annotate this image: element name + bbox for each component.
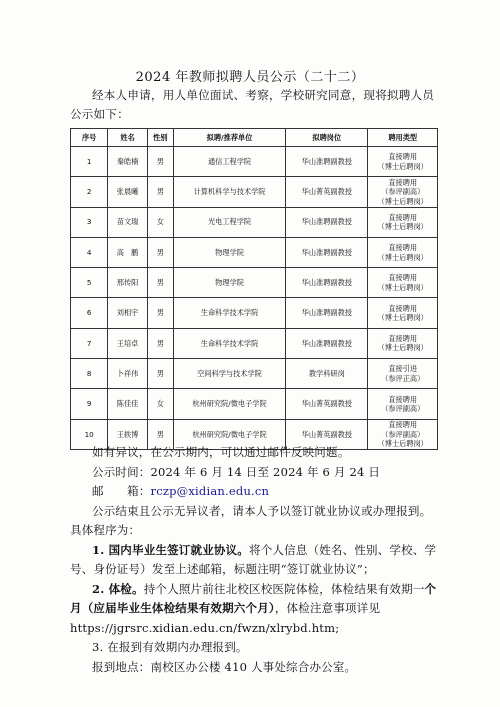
cell-type bbox=[368, 237, 438, 267]
type-line: （参评副高） bbox=[381, 404, 425, 414]
objection-text: 如有异议，在公示期内，可以通过邮件反映问题。 bbox=[92, 445, 350, 459]
cell-name: 刘相宇 bbox=[108, 298, 148, 328]
cell-no: 5 bbox=[71, 268, 108, 298]
table-row bbox=[71, 207, 438, 237]
step1 bbox=[70, 541, 440, 580]
cell-post: 华山菁英副教授 bbox=[286, 389, 368, 419]
table-row bbox=[71, 389, 438, 419]
step2-text: 持个人照片前往北校区校医院体检，体检结果有效期一 bbox=[143, 581, 425, 596]
type-line: 直接聘用 bbox=[388, 152, 418, 162]
cell-unit: 空间科学与技术学院 bbox=[173, 359, 285, 389]
location-text: 报到地点：南校区办公楼 410 人事处综合办公室。 bbox=[92, 659, 357, 674]
period-line bbox=[70, 463, 440, 483]
header-unit: 拟聘/推荐单位 bbox=[173, 129, 285, 147]
cell-name: 苗文瑞 bbox=[108, 207, 148, 237]
cell-post: 华山准聘副教授 bbox=[286, 328, 368, 358]
header-name: 姓名 bbox=[108, 129, 148, 147]
table-row bbox=[71, 237, 438, 267]
cell-sex: 男 bbox=[147, 237, 173, 267]
type-line: （参评正高） bbox=[381, 373, 425, 383]
table-row bbox=[71, 177, 438, 207]
mail-line bbox=[70, 482, 440, 502]
table-row bbox=[71, 298, 438, 328]
cell-unit: 生命科学技术学院 bbox=[173, 328, 285, 358]
cell-post: 华山菁英副教授 bbox=[286, 419, 368, 449]
cell-unit: 物理学院 bbox=[173, 237, 285, 267]
type-line: （参评副高） bbox=[381, 429, 425, 439]
after-text: 公示结束且公示无异议者，请本人予以签订就业协议或办理报到。具体程序为： bbox=[70, 503, 432, 537]
header-sex: 性别 bbox=[147, 129, 173, 147]
cell-type bbox=[368, 207, 438, 237]
cell-sex: 男 bbox=[147, 268, 173, 298]
cell-no: 7 bbox=[71, 328, 108, 358]
step2-title: 2. 体检。 bbox=[92, 581, 144, 596]
cell-post: 华山准聘副教授 bbox=[286, 298, 368, 328]
cell-unit: 光电工程学院 bbox=[173, 207, 285, 237]
cell-name: 高 鹏 bbox=[108, 237, 148, 267]
candidates-table bbox=[70, 128, 438, 450]
cell-unit: 杭州研究院/微电子学院 bbox=[173, 419, 285, 449]
type-line: （博士后聘岗） bbox=[377, 313, 428, 323]
cell-post: 华山准聘副教授 bbox=[286, 237, 368, 267]
cell-no: 3 bbox=[71, 207, 108, 237]
table-row bbox=[71, 359, 438, 389]
cell-type bbox=[368, 268, 438, 298]
mail-link[interactable]: rczp@xidian.edu.cn bbox=[150, 484, 270, 498]
cell-post: 华山准聘副教授 bbox=[286, 147, 368, 177]
cell-type bbox=[368, 389, 438, 419]
type-line: 直接聘用 bbox=[388, 333, 418, 343]
type-line: （博士后聘岗） bbox=[377, 161, 428, 171]
cell-type bbox=[368, 177, 438, 207]
table-row bbox=[71, 268, 438, 298]
cell-no: 2 bbox=[71, 177, 108, 207]
cell-unit: 杭州研究院/微电子学院 bbox=[173, 389, 285, 419]
cell-type bbox=[368, 298, 438, 328]
cell-name: 王培卓 bbox=[108, 328, 148, 358]
table-row bbox=[71, 147, 438, 177]
step1-text: 将个人信息（姓名、性别、学校、学号、身份证号）发至上述邮箱，标题注明“签订就业协议”； bbox=[70, 542, 437, 576]
type-line: 直接聘用 bbox=[388, 177, 418, 187]
type-line: （博士后聘岗） bbox=[377, 196, 428, 206]
period-label: 公示时间： bbox=[92, 464, 151, 479]
type-line: （参评副高） bbox=[381, 187, 425, 197]
notice-section bbox=[70, 443, 440, 677]
cell-sex: 男 bbox=[147, 419, 173, 449]
cell-type bbox=[368, 359, 438, 389]
type-line: （博士后聘岗） bbox=[377, 222, 428, 232]
type-line: 直接聘用 bbox=[388, 273, 418, 283]
type-line: 直接引进 bbox=[388, 364, 418, 374]
cell-unit: 通信工程学院 bbox=[173, 147, 285, 177]
cell-no: 9 bbox=[71, 389, 108, 419]
cell-post: 华山准聘副教授 bbox=[286, 207, 368, 237]
type-line: （博士后聘岗） bbox=[377, 252, 428, 262]
mail-label: 邮 箱： bbox=[92, 484, 151, 498]
cell-no: 4 bbox=[71, 237, 108, 267]
table-row bbox=[71, 328, 438, 358]
cell-no: 10 bbox=[71, 419, 108, 449]
cell-name: 邢传阳 bbox=[108, 268, 148, 298]
step2-rest: ，体检注意事项详见 bbox=[274, 601, 381, 615]
cell-sex: 女 bbox=[147, 207, 173, 237]
cell-sex: 男 bbox=[147, 298, 173, 328]
cell-name: 张晨曦 bbox=[108, 177, 148, 207]
step2-url-link[interactable]: https://jgrsrc.xidian.edu.cn/fwzn/xlrybd.htm; bbox=[70, 620, 340, 635]
cell-name: 陈佳佳 bbox=[108, 389, 148, 419]
header-post: 拟聘岗位 bbox=[286, 129, 368, 147]
cell-sex: 男 bbox=[147, 328, 173, 358]
cell-post: 华山菁英副教授 bbox=[286, 177, 368, 207]
intro-paragraph: 经本人申请，用人单位面试、考察，学校研究同意，现将拟聘人员公示如下： bbox=[70, 88, 435, 121]
type-line: 直接聘用 bbox=[388, 212, 418, 222]
cell-name: 秦皓楠 bbox=[108, 147, 148, 177]
step2-validity: 个月（应届毕业生体检结果有效期六个月） bbox=[70, 581, 437, 615]
page-title: 2024 年教师拟聘人员公示（二十二） bbox=[135, 70, 365, 85]
type-line: 直接聘用 bbox=[388, 243, 418, 253]
cell-unit: 计算机科学与技术学院 bbox=[173, 177, 285, 207]
cell-post: 华山准聘副教授 bbox=[286, 268, 368, 298]
cell-no: 1 bbox=[71, 147, 108, 177]
type-line: （博士后聘岗） bbox=[377, 282, 428, 292]
cell-sex: 男 bbox=[147, 147, 173, 177]
cell-type bbox=[368, 147, 438, 177]
header-type: 聘用类型 bbox=[368, 129, 438, 147]
cell-no: 8 bbox=[71, 359, 108, 389]
cell-unit: 生命科学技术学院 bbox=[173, 298, 285, 328]
header-no: 序号 bbox=[71, 129, 108, 147]
cell-sex: 男 bbox=[147, 177, 173, 207]
type-line: 直接聘用 bbox=[388, 394, 418, 404]
step1-title: 1. 国内毕业生签订就业协议。 bbox=[92, 542, 250, 557]
cell-name: 王轶博 bbox=[108, 419, 148, 449]
cell-no: 6 bbox=[71, 298, 108, 328]
type-line: 直接聘用 bbox=[388, 420, 418, 430]
cell-sex: 女 bbox=[147, 389, 173, 419]
period-value: 2024 年 6 月 14 日至 2024 年 6 月 24 日 bbox=[150, 464, 381, 479]
cell-sex: 男 bbox=[147, 359, 173, 389]
table-header-row bbox=[71, 129, 438, 147]
cell-type bbox=[368, 328, 438, 358]
step3: 3. 在报到有效期内办理报到。 bbox=[92, 640, 248, 654]
cell-unit: 物理学院 bbox=[173, 268, 285, 298]
type-line: 直接聘用 bbox=[388, 303, 418, 313]
cell-post: 教学科研岗 bbox=[286, 359, 368, 389]
type-line: （博士后聘岗） bbox=[377, 343, 428, 353]
step2 bbox=[70, 580, 440, 639]
type-line: （博士后聘岗） bbox=[377, 439, 428, 449]
cell-name: 卜祥伟 bbox=[108, 359, 148, 389]
